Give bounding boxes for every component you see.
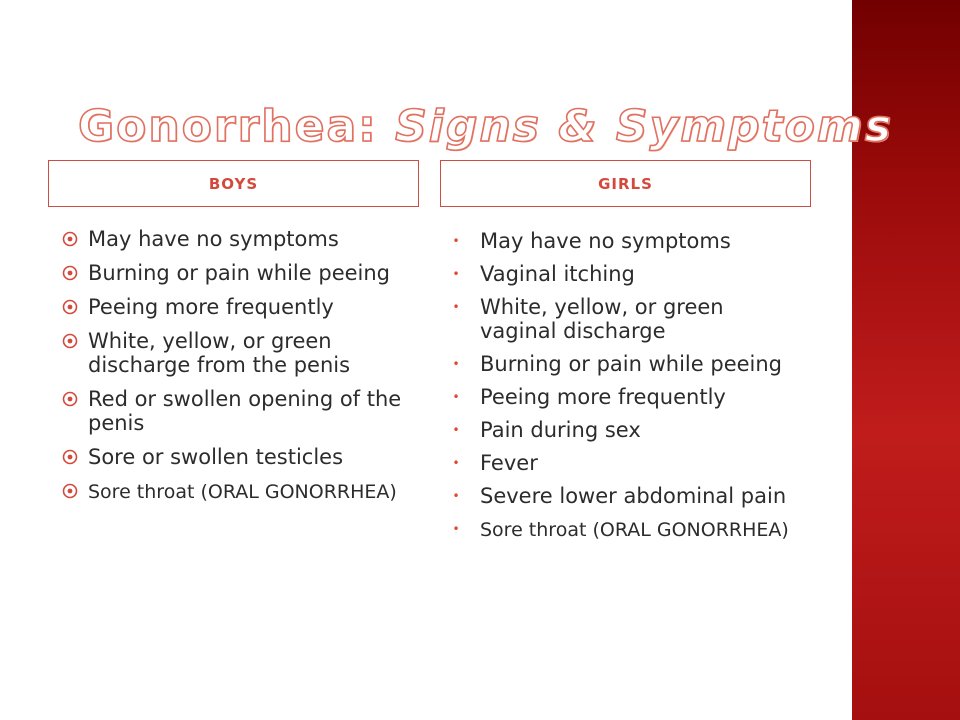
girls-symptom-list — [450, 229, 805, 551]
target-bullet-icon — [62, 231, 78, 247]
list-item — [60, 227, 405, 251]
title-main: Gonorrhea: — [78, 101, 378, 152]
list-item-text: White, yellow, or green discharge from the penis — [88, 329, 351, 377]
target-bullet-icon — [62, 299, 78, 315]
list-item — [450, 418, 805, 442]
target-bullet-icon — [62, 391, 78, 407]
list-item-text: Peeing more frequently — [480, 385, 726, 409]
list-item-text: Severe lower abdominal pain — [480, 484, 787, 508]
list-item-text: Red or swollen opening of the penis — [88, 387, 402, 435]
dot-bullet-icon: • — [452, 234, 460, 248]
list-item-text: May have no symptoms — [88, 227, 339, 251]
list-item — [60, 261, 405, 285]
dot-bullet-icon: • — [452, 357, 460, 371]
list-item-text: Burning or pain while peeing — [480, 352, 783, 376]
list-item — [450, 295, 805, 343]
list-item-text: White, yellow, or green vaginal discharge — [480, 295, 724, 343]
list-item — [60, 387, 405, 435]
list-item — [450, 484, 805, 508]
list-item — [450, 385, 805, 409]
list-item-text: Sore throat (ORAL GONORRHEA) — [88, 481, 397, 503]
list-item-text: Sore or swollen testicles — [88, 445, 344, 469]
list-item-text: Pain during sex — [480, 418, 641, 442]
target-bullet-icon — [62, 265, 78, 281]
list-item — [60, 445, 405, 469]
target-bullet-icon — [62, 333, 78, 349]
dot-bullet-icon: • — [452, 267, 460, 281]
list-item-text: Burning or pain while peeing — [88, 261, 391, 285]
target-bullet-icon — [62, 449, 78, 465]
list-item — [60, 329, 405, 377]
list-item — [450, 262, 805, 286]
list-item-text: May have no symptoms — [480, 229, 731, 253]
target-bullet-icon — [62, 483, 78, 499]
dot-bullet-icon: • — [452, 423, 460, 437]
list-item — [60, 479, 405, 504]
dot-bullet-icon: • — [452, 489, 460, 503]
dot-bullet-icon: • — [452, 456, 460, 470]
list-item — [450, 517, 805, 542]
title-emphasis: Signs & Symptoms — [395, 101, 893, 152]
girls-column-header: GIRLS — [440, 160, 811, 207]
list-item — [450, 352, 805, 376]
list-item — [60, 295, 405, 319]
list-item-text: Peeing more frequently — [88, 295, 334, 319]
list-item-text: Vaginal itching — [480, 262, 635, 286]
list-item-text: Fever — [480, 451, 538, 475]
dot-bullet-icon: • — [452, 300, 460, 314]
boys-symptom-list — [60, 227, 405, 514]
list-item — [450, 451, 805, 475]
dot-bullet-icon: • — [452, 390, 460, 404]
boys-column-header: BOYS — [48, 160, 419, 207]
slide-title — [78, 98, 893, 156]
dot-bullet-icon: • — [452, 522, 460, 536]
list-item-text: Sore throat (ORAL GONORRHEA) — [480, 519, 789, 541]
list-item — [450, 229, 805, 253]
